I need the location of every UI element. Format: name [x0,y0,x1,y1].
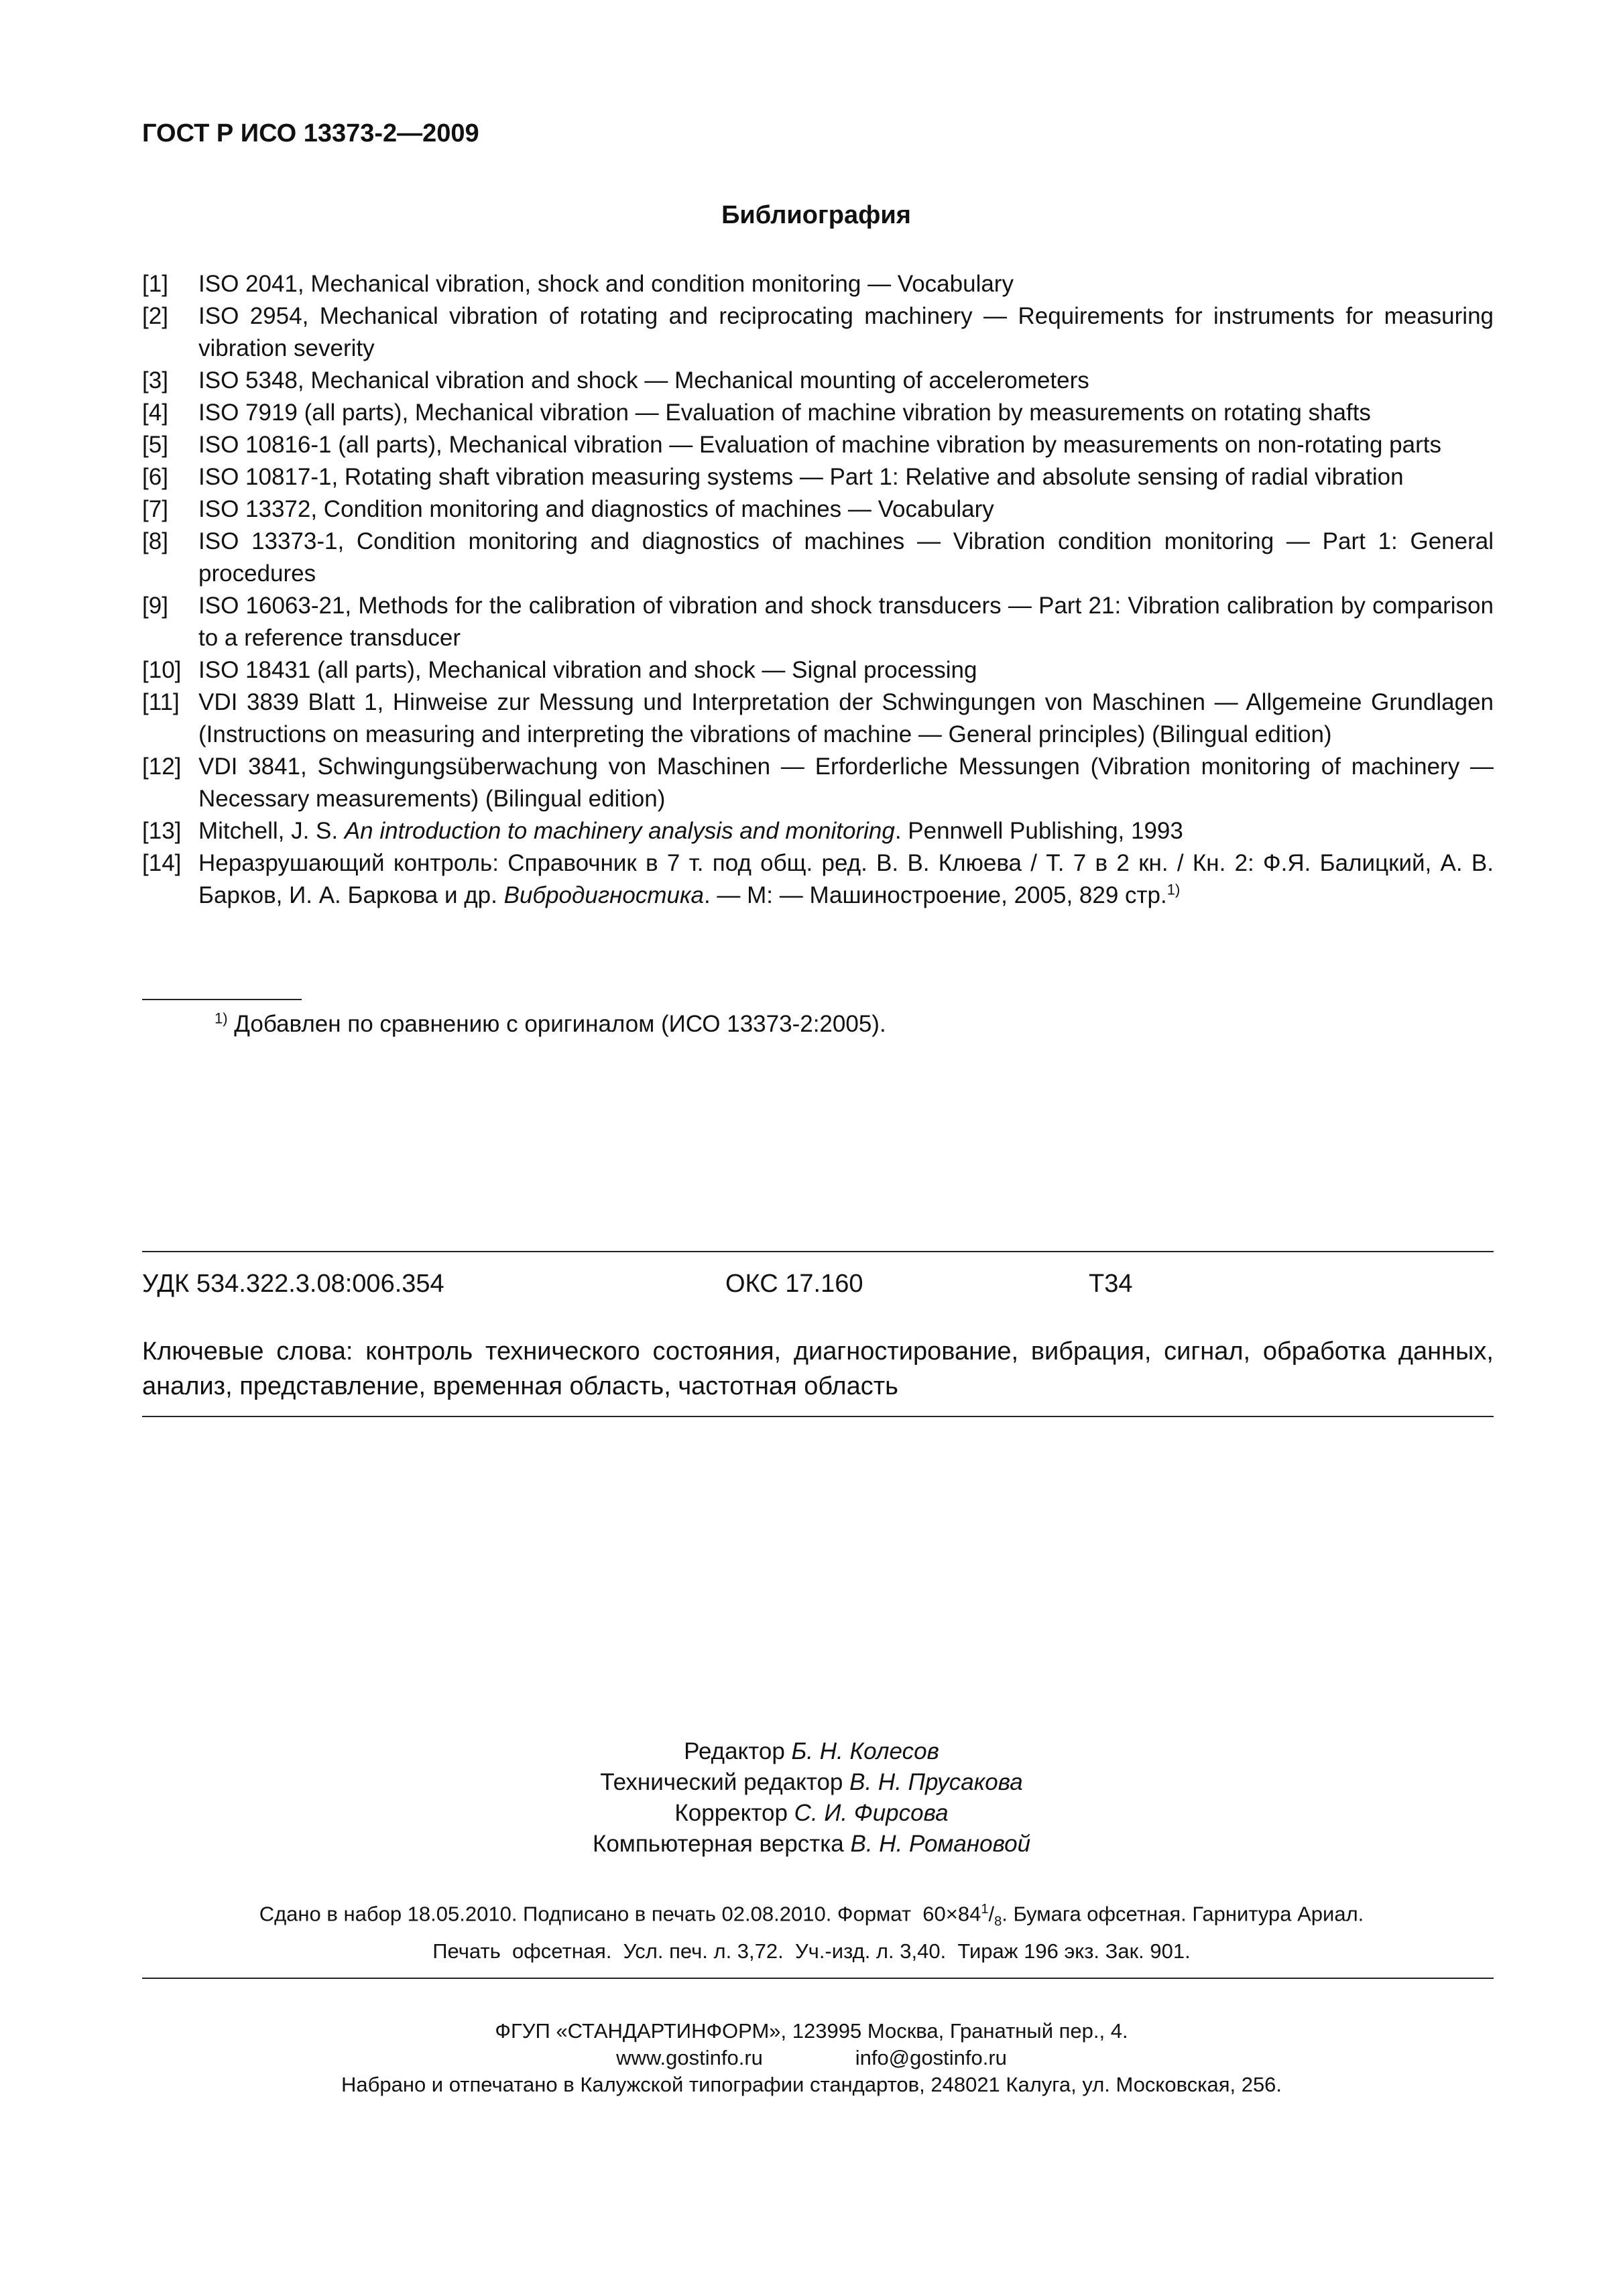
bibliography-item [142,815,1494,847]
ref-number: [12] [142,753,182,780]
ref-text: ISO 2041, Mechanical vibration, shock and condition monitoring — Vocabulary [198,271,1014,297]
bibliography-item [142,397,1494,429]
ref-text: ISO 16063-21, Methods for the calibration of vibration and shock transducers — Part 21: Vibration calibration by comparison to a reference transducer [198,593,1494,651]
footnote-text: Добавлен по сравнению с оригиналом (ИСО 13373-2:2005). [227,1011,886,1037]
format-slash: / [988,1902,995,1926]
bibliography-item [142,686,1494,751]
ref-number: [4] [142,400,168,426]
credit-line [0,1736,1623,1767]
credit-name: С. И. Фирсова [794,1800,949,1826]
bibliography-item [142,268,1494,300]
credit-role: Компьютерная верстка [592,1831,851,1857]
printing-house: Набрано и отпечатано в Калужской типографии стандартов, 248021 Калуга, ул. Московская, 256. [341,2073,1282,2096]
paper-type: . Бумага офсетная. Гарнитура Ариал. [1002,1902,1364,1926]
bibliography-item [142,429,1494,461]
ref-author: Mitchell, J. S. [198,818,345,844]
publisher-contacts: www.gostinfo.ru info@gostinfo.ru [616,2046,1007,2069]
ref-text: ISO 13373-1, Condition monitoring and diagnostics of machines — Vibration condition monitoring — Part 1: General procedures [198,528,1494,587]
publication-dates: Сдано в набор 18.05.2010. Подписано в печать 02.08.2010. Формат 60×84 [259,1902,981,1926]
footnote-mark: 1) [215,1010,228,1027]
editorial-credits [0,1736,1623,1860]
printer-info [0,2018,1623,2098]
ref-number: [9] [142,593,168,619]
ref-number: [11] [142,689,180,715]
bibliography-item [142,526,1494,590]
bibliography-item [142,300,1494,365]
standard-code-header: ГОСТ Р ИСО 13373-2—2009 [142,119,479,147]
ref-number: [7] [142,496,168,522]
format-numerator: 1 [981,1902,989,1917]
ref-description: Неразрушающий контроль: Справочник в 7 т. под общ. ред. В. В. Клюева / Т. 7 в 2 кн. / Кн. 2: Ф.Я. Балицкий, А. В. Барков, И. А. Баркова и др. [198,850,1494,908]
ref-text: ISO 5348, Mechanical vibration and shock — Mechanical mounting of accelerometers [198,367,1089,394]
bibliography-item [142,847,1494,912]
ref-number: [1] [142,271,168,297]
credit-line [0,1798,1623,1829]
oks-code: ОКС 17.160 [725,1270,863,1298]
ref-text: ISO 18431 (all parts), Mechanical vibration and shock — Signal processing [198,657,977,683]
keywords: Ключевые слова: контроль технического состояния, диагностирование, вибрация, сигнал, обработка данных, анализ, представление, временная область, частотная область [142,1337,1494,1400]
ref-number: [2] [142,303,168,329]
bibliography-item [142,654,1494,686]
ref-text: VDI 3841, Schwingungsüberwachung von Maschinen — Erforderliche Messungen (Vibration monitoring of machinery — Necessary measurements) (Bilingual edition) [198,753,1494,812]
footnote [215,1008,886,1040]
category-code: Т34 [1089,1270,1133,1298]
bibliography-list [142,268,1494,912]
bibliography-item [142,493,1494,526]
ref-text: ISO 10817-1, Rotating shaft vibration measuring systems — Part 1: Relative and absolute sensing of radial vibration [198,464,1404,490]
classification-top-rule [142,1251,1494,1252]
credit-role: Технический редактор [600,1769,850,1795]
bibliography-item [142,461,1494,493]
credit-name: В. Н. Прусакова [849,1769,1023,1795]
ref-text: VDI 3839 Blatt 1, Hinweise zur Messung und Interpretation der Schwingungen von Maschinen — Allgemeine Grundlagen (Instructions on measuring and interpreting the vibrations of machine — General principles) (Bilingual edition) [198,689,1494,747]
ref-text: ISO 10816-1 (all parts), Mechanical vibration — Evaluation of machine vibration by measurements on non-rotating parts [198,432,1441,458]
ref-text: ISO 13372, Condition monitoring and diagnostics of machines — Vocabulary [198,496,994,522]
credit-name: В. Н. Романовой [850,1831,1031,1857]
bibliography-title: Библиография [721,201,911,229]
credit-line [0,1767,1623,1798]
publisher-address: ФГУП «СТАНДАРТИНФОРМ», 123995 Москва, Гранатный пер., 4. [495,2019,1128,2043]
publication-info-line: Печать офсетная. Усл. печ. л. 3,72. Уч.-изд. л. 3,40. Тираж 196 экз. Зак. 901. [432,1939,1191,1963]
ref-text [198,815,1494,847]
credit-role: Редактор [684,1738,792,1764]
ref-number: [14] [142,850,182,876]
udk-code: УДК 534.322.3.08:006.354 [142,1270,444,1298]
ref-text: ISO 7919 (all parts), Mechanical vibration — Evaluation of machine vibration by measurements on rotating shafts [198,400,1371,426]
bibliography-item [142,751,1494,815]
printer-top-rule [142,1978,1494,1979]
ref-number: [3] [142,367,168,394]
format-denominator: 8 [994,1914,1002,1929]
keywords-bottom-rule [142,1416,1494,1417]
ref-number: [6] [142,464,168,490]
ref-book-title: An introduction to machinery analysis and monitoring [344,818,895,844]
ref-number: [13] [142,818,182,844]
bibliography-item [142,590,1494,654]
footnote-reference: 1) [1166,881,1181,898]
publication-info-line [0,1894,1623,1937]
ref-publisher: . — М: — Машиностроение, 2005, 829 стр. [703,882,1167,908]
ref-text [198,847,1494,912]
ref-book-title: Вибродигностика [503,882,704,908]
ref-number: [5] [142,432,168,458]
ref-number: [8] [142,528,168,554]
bibliography-item [142,365,1494,397]
publication-info [0,1894,1623,1966]
ref-publisher: . Pennwell Publishing, 1993 [894,818,1183,844]
ref-number: [10] [142,657,182,683]
footnote-divider [142,999,302,1000]
credit-name: Б. Н. Колесов [791,1738,939,1764]
credit-line [0,1829,1623,1860]
ref-text: ISO 2954, Mechanical vibration of rotating and reciprocating machinery — Requirements for instruments for measuring vibration severity [198,303,1494,361]
credit-role: Корректор [674,1800,794,1826]
